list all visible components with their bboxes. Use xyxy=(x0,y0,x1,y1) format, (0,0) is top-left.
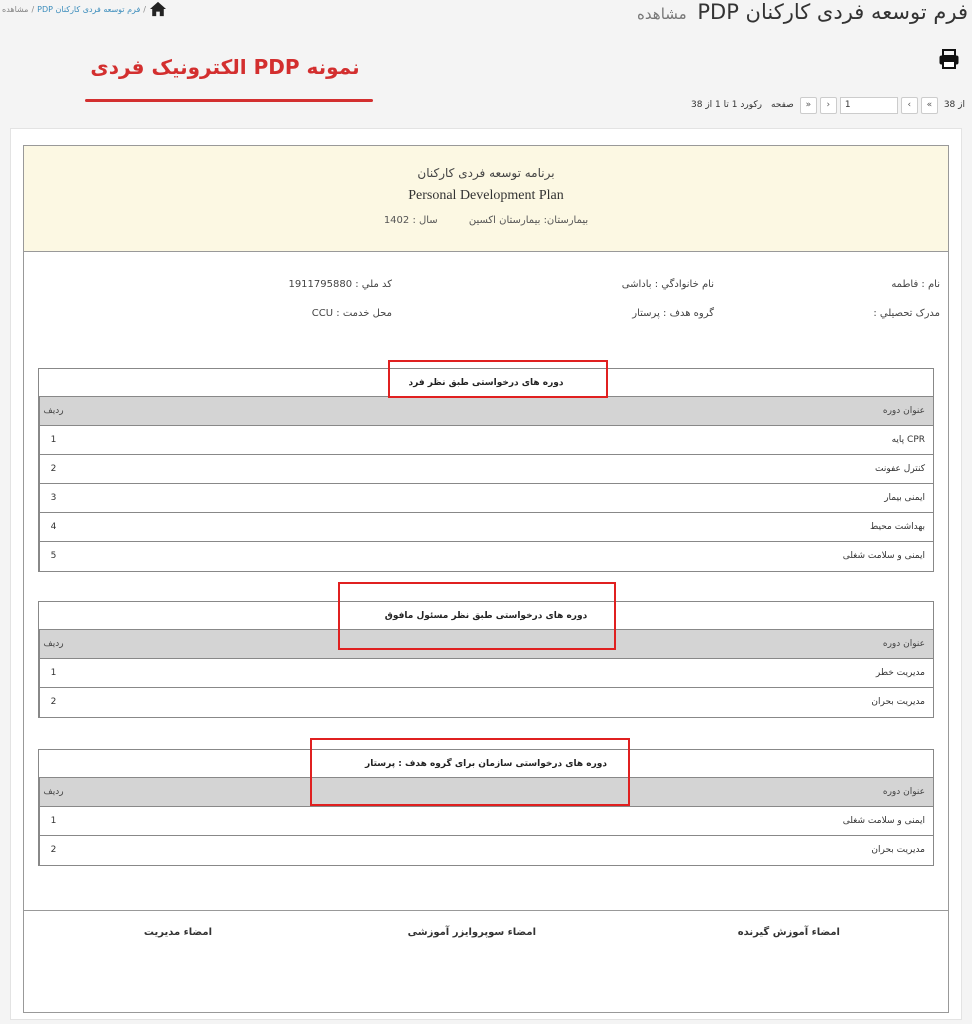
col-course-title: عنوان دوره xyxy=(882,406,925,416)
signature-supervisor: امضاء سوپروایزر آموزشی xyxy=(407,927,536,938)
course-title: CPR پایه xyxy=(891,435,925,445)
breadcrumb-current: مشاهده xyxy=(2,4,29,14)
document-title-en: Personal Development Plan xyxy=(408,188,564,203)
education: مدرک تحصيلي : xyxy=(873,308,940,319)
col-row-number: رديف xyxy=(39,397,67,425)
course-title: مدیریت بحران xyxy=(871,697,925,707)
row-number: 5 xyxy=(39,542,67,571)
section-title: دوره های درخواستی طبق نظر مسئول مافوق xyxy=(39,602,933,630)
national-id: کد ملي : 1911795880 xyxy=(288,279,392,290)
plan-year: سال : 1402 xyxy=(383,215,438,226)
print-icon[interactable] xyxy=(938,48,960,70)
row-number: 1 xyxy=(39,659,67,687)
pager xyxy=(688,95,968,115)
course-title: بهداشت محیط xyxy=(869,522,925,532)
target-group: گروه هدف : پرستار xyxy=(632,308,714,319)
course-title: ایمنی و سلامت شغلی xyxy=(842,551,925,561)
first-name: نام : فاطمه xyxy=(891,279,940,290)
section-title: دوره های درخواستی سازمان برای گروه هدف : پرستار xyxy=(39,750,933,778)
last-name: نام خانوادگي : باداشی xyxy=(621,279,714,290)
signature-management: امضاء مدیریت xyxy=(143,927,212,938)
pager-next-button[interactable]: › xyxy=(901,97,918,114)
highlight-box-section-1 xyxy=(388,360,608,398)
row-number: 1 xyxy=(39,426,67,454)
col-course-title: عنوان دوره xyxy=(882,639,925,649)
table-row xyxy=(39,426,933,455)
course-title: ایمنی و سلامت شغلی xyxy=(842,816,925,826)
pager-total: از 38 xyxy=(943,100,965,110)
hospital-name: بیمارستان: بیمارستان اکسین xyxy=(468,215,589,226)
signature-trainee: امضاء آموزش گیرنده xyxy=(737,927,840,938)
course-title: مدیریت خطر xyxy=(875,668,925,678)
pager-record-info: رکورد 1 تا 1 از 38 xyxy=(691,100,762,110)
breadcrumb-separator: / xyxy=(143,4,146,14)
table-row xyxy=(39,836,933,865)
table-row xyxy=(39,484,933,513)
signature-divider xyxy=(24,910,948,911)
row-number: 2 xyxy=(39,455,67,483)
pager-first-button[interactable]: « xyxy=(800,97,817,114)
row-number: 1 xyxy=(39,807,67,835)
breadcrumb xyxy=(2,1,167,17)
pager-page-input[interactable] xyxy=(840,97,898,114)
table-row xyxy=(39,455,933,484)
page-title-text: فرم توسعه فردی کارکنان PDP xyxy=(697,0,968,24)
pager-last-button[interactable]: » xyxy=(921,97,938,114)
document-meta xyxy=(24,215,948,226)
table-row xyxy=(39,688,933,717)
table-row xyxy=(39,659,933,688)
annotation-label: نمونه PDP الکترونیک فردی xyxy=(90,55,360,79)
top-bar xyxy=(0,0,972,40)
pdp-document xyxy=(23,145,949,1013)
col-course-title: عنوان دوره xyxy=(882,787,925,797)
table-row xyxy=(39,807,933,836)
course-title: مدیریت بحران xyxy=(871,845,925,855)
row-number: 4 xyxy=(39,513,67,541)
table-row xyxy=(39,513,933,542)
page-subtitle: مشاهده xyxy=(637,5,687,23)
course-title: ایمنی بیمار xyxy=(884,493,925,503)
page-title xyxy=(637,0,968,24)
col-row-number: رديف xyxy=(39,630,67,658)
section-title: دوره های درخواستی طبق نظر فرد xyxy=(39,369,933,397)
highlight-box-section-2 xyxy=(338,582,616,650)
table-header xyxy=(39,397,933,426)
document-title-fa: برنامه توسعه فردی کارکنان xyxy=(417,166,555,180)
document-header xyxy=(24,146,948,252)
service-location: محل خدمت : CCU xyxy=(311,308,392,319)
row-number: 3 xyxy=(39,484,67,512)
report-sheet xyxy=(10,128,962,1020)
row-number: 2 xyxy=(39,836,67,865)
breadcrumb-link[interactable]: فرم توسعه فردی کارکنان PDP xyxy=(37,4,141,14)
highlight-box-section-3 xyxy=(310,738,630,806)
col-row-number: رديف xyxy=(39,778,67,806)
home-icon[interactable] xyxy=(149,1,167,17)
annotation-underline xyxy=(85,99,373,102)
table-row xyxy=(39,542,933,571)
section-self-requested xyxy=(38,368,934,572)
course-title: کنترل عفونت xyxy=(875,464,925,474)
row-number: 2 xyxy=(39,688,67,717)
pager-page-label: صفحه xyxy=(770,100,794,110)
breadcrumb-separator-2: / xyxy=(31,4,35,14)
pager-prev-button[interactable]: ‹ xyxy=(820,97,837,114)
